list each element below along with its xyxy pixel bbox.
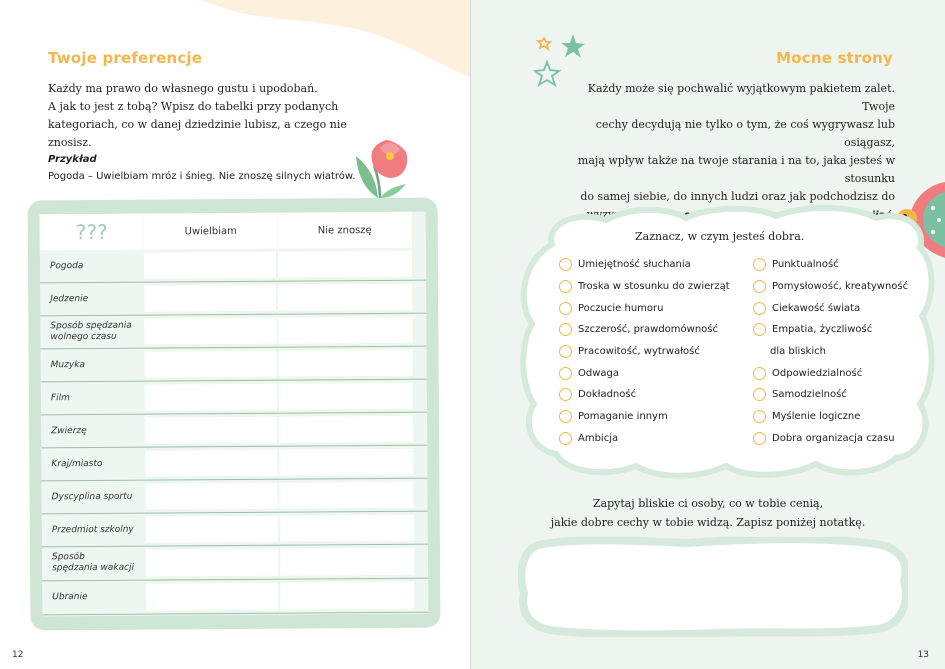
- checkbox-circle[interactable]: [753, 280, 766, 293]
- checklist-item-continuation: [753, 341, 908, 363]
- row-label: Muzyka: [50, 360, 85, 371]
- hate-cell[interactable]: [279, 383, 413, 410]
- checkbox-circle[interactable]: [559, 258, 572, 271]
- checklist-item-label: Myślenie logiczne: [772, 411, 861, 423]
- row-label: [50, 321, 131, 344]
- hate-cell[interactable]: [280, 515, 414, 542]
- table-row: [41, 446, 427, 482]
- row-label-line: Sposób spędzania: [50, 320, 132, 332]
- ask-line: Zapytaj bliskie ci osoby, co w tobie cenią,: [592, 497, 824, 510]
- checkbox-circle[interactable]: [559, 302, 572, 315]
- note-writing-area[interactable]: [518, 537, 908, 637]
- checkbox-circle[interactable]: [559, 388, 572, 401]
- checklist-item-label: Samodzielność: [772, 389, 847, 401]
- checklist-item-label: Umiejętność słuchania: [578, 259, 691, 271]
- hate-cell[interactable]: [279, 350, 413, 377]
- checklist-item-label: Pomysłowość, kreatywność: [772, 281, 909, 293]
- page-number: 13: [917, 650, 929, 660]
- checklist-item-label: Poczucie humoru: [578, 302, 664, 314]
- checklist-item-label: Ciekawość świata: [772, 302, 861, 314]
- checkbox-circle[interactable]: [559, 367, 572, 380]
- checkbox-circle[interactable]: [753, 410, 766, 423]
- checklist-item[interactable]: [753, 362, 908, 384]
- checklist-item[interactable]: [753, 297, 908, 319]
- row-label: Ubranie: [52, 592, 88, 603]
- page-number: 12: [12, 650, 24, 660]
- checklist-item[interactable]: [559, 341, 730, 363]
- checklist-item-label: Punktualność: [772, 259, 839, 271]
- checkbox-circle[interactable]: [753, 323, 766, 336]
- checklist-item[interactable]: [753, 319, 908, 341]
- table-row: [40, 248, 426, 284]
- hate-cell[interactable]: [280, 582, 414, 610]
- checklist-item[interactable]: [753, 428, 908, 450]
- checklist-item-label: Ambicja: [578, 432, 619, 444]
- right-page: [471, 0, 945, 669]
- table-row: [42, 579, 428, 616]
- row-label: Przedmiot szkolny: [51, 524, 134, 536]
- page-title: Mocne strony: [776, 49, 893, 67]
- love-cell[interactable]: [145, 417, 277, 444]
- checklist-item[interactable]: [753, 276, 908, 298]
- question-marks-icon: ???: [40, 214, 145, 251]
- checklist-item[interactable]: [753, 254, 908, 276]
- table-body: [40, 212, 429, 617]
- checkbox-circle[interactable]: [753, 367, 766, 380]
- hate-cell[interactable]: [278, 251, 412, 278]
- checkbox-circle[interactable]: [753, 302, 766, 315]
- row-label: Pogoda: [49, 261, 84, 272]
- hate-cell[interactable]: [279, 416, 413, 443]
- love-cell[interactable]: [145, 450, 277, 477]
- intro-line: Każdy ma prawo do własnego gustu i upodobań.: [48, 82, 318, 95]
- column-header-love: Uwielbiam: [144, 213, 279, 250]
- love-cell[interactable]: [144, 318, 276, 345]
- row-label: Zwierzę: [51, 426, 87, 437]
- love-cell[interactable]: [145, 483, 277, 510]
- checklist-item[interactable]: [559, 362, 730, 384]
- ask-instructions: [471, 494, 945, 532]
- checklist-item[interactable]: [559, 406, 730, 428]
- cream-blob-decoration: [0, 0, 471, 80]
- row-label: Dyscyplina sportu: [51, 491, 133, 503]
- checklist-item-label: Odwaga: [578, 367, 620, 379]
- ask-line: jakie dobre cechy w tobie widzą. Zapisz poniżej notatkę.: [550, 516, 866, 529]
- row-label: Jedzenie: [50, 294, 89, 305]
- love-cell[interactable]: [145, 384, 277, 411]
- tulip-flower-icon: [350, 138, 420, 204]
- checkbox-circle[interactable]: [559, 323, 572, 336]
- checklist-item-label: Pomaganie innym: [578, 411, 668, 423]
- checkbox-circle[interactable]: [753, 258, 766, 271]
- intro-line: A jak to jest z tobą? Wpisz do tabelki przy podanych: [48, 100, 339, 113]
- preferences-table: [28, 198, 441, 631]
- hate-cell[interactable]: [278, 284, 412, 311]
- checklist-item-label: Empatia, życzliwość: [772, 324, 873, 336]
- checklist-item-label: Dokładność: [578, 389, 637, 401]
- left-page: [0, 0, 471, 669]
- table-row: [42, 545, 428, 582]
- table-row: [41, 380, 427, 416]
- hate-cell[interactable]: [279, 449, 413, 476]
- table-row: [41, 413, 427, 449]
- table-row: [41, 479, 427, 515]
- column-header-hate: Nie znoszę: [278, 212, 412, 249]
- example-text: Pogoda – Uwielbiam mróz i śnieg. Nie znoszę silnych wiatrów.: [48, 171, 356, 182]
- love-cell[interactable]: [145, 351, 277, 378]
- checklist-item[interactable]: [753, 406, 908, 428]
- checklist-item-label: dla bliskich: [770, 346, 826, 358]
- table-row: [40, 281, 426, 317]
- row-label-line: spędzania wakacji: [52, 562, 135, 574]
- hate-cell[interactable]: [278, 317, 412, 344]
- love-cell[interactable]: [146, 549, 278, 577]
- table-row: [41, 347, 427, 383]
- row-label: Film: [50, 393, 70, 404]
- checkbox-circle[interactable]: [753, 388, 766, 401]
- checklist-item-label: Szczerość, prawdomówność: [578, 324, 719, 336]
- checklist-item[interactable]: [559, 276, 730, 298]
- checklist-item[interactable]: [559, 384, 730, 406]
- love-cell[interactable]: [144, 252, 276, 279]
- checklist-item[interactable]: [559, 254, 730, 276]
- intro-line: kategoriach, co w danej dziedzinie lubisz, a czego nie znosisz.: [48, 118, 347, 149]
- example-label: Przykład: [48, 154, 97, 165]
- checkbox-circle[interactable]: [559, 345, 572, 358]
- love-cell[interactable]: [146, 516, 278, 543]
- love-cell[interactable]: [146, 583, 278, 611]
- checklist-item[interactable]: [559, 297, 730, 319]
- checklist-item[interactable]: [559, 428, 730, 450]
- checkbox-circle[interactable]: [559, 280, 572, 293]
- checklist-heading: Zaznacz, w czym jesteś dobra.: [635, 230, 805, 243]
- table-row: [40, 314, 426, 350]
- checklist-item[interactable]: [559, 319, 730, 341]
- checklist-item-label: Dobra organizacja czasu: [772, 432, 895, 444]
- row-label: [52, 552, 134, 575]
- intro-line: mają wpływ także na twoje starania i na to, jaka jesteś w stosunku: [577, 154, 895, 185]
- checkbox-circle[interactable]: [753, 432, 766, 445]
- checklist-item-label: Troska w stosunku do zwierząt: [578, 281, 730, 293]
- row-label-line: wolnego czasu: [50, 331, 117, 343]
- row-label: Kraj/miasto: [51, 458, 103, 470]
- checklist-item-label: Odpowiedzialność: [772, 367, 863, 379]
- intro-line: Każdy może się pochwalić wyjątkowym pakietem zalet. Twoje: [587, 82, 895, 113]
- table-row: [42, 512, 428, 548]
- intro-line: cechy decydują nie tylko o tym, że coś wygrywasz lub osiągasz,: [595, 118, 895, 149]
- checklist-item[interactable]: [753, 384, 908, 406]
- intro-text: [48, 80, 378, 152]
- hate-cell[interactable]: [279, 482, 413, 509]
- checklist-left-column: [559, 254, 730, 449]
- intro-line: do samej siebie, do innych ludzi oraz jak podchodzisz do: [580, 190, 895, 203]
- checkbox-circle[interactable]: [559, 432, 572, 445]
- hate-cell[interactable]: [280, 548, 414, 576]
- checklist-item-label: Pracowitość, wytrwałość: [578, 346, 700, 358]
- love-cell[interactable]: [144, 285, 276, 312]
- checklist-right-column: [753, 254, 908, 449]
- page-title: Twoje preferencje: [48, 49, 203, 67]
- row-label-line: Sposób: [51, 552, 85, 563]
- checkbox-circle[interactable]: [559, 410, 572, 423]
